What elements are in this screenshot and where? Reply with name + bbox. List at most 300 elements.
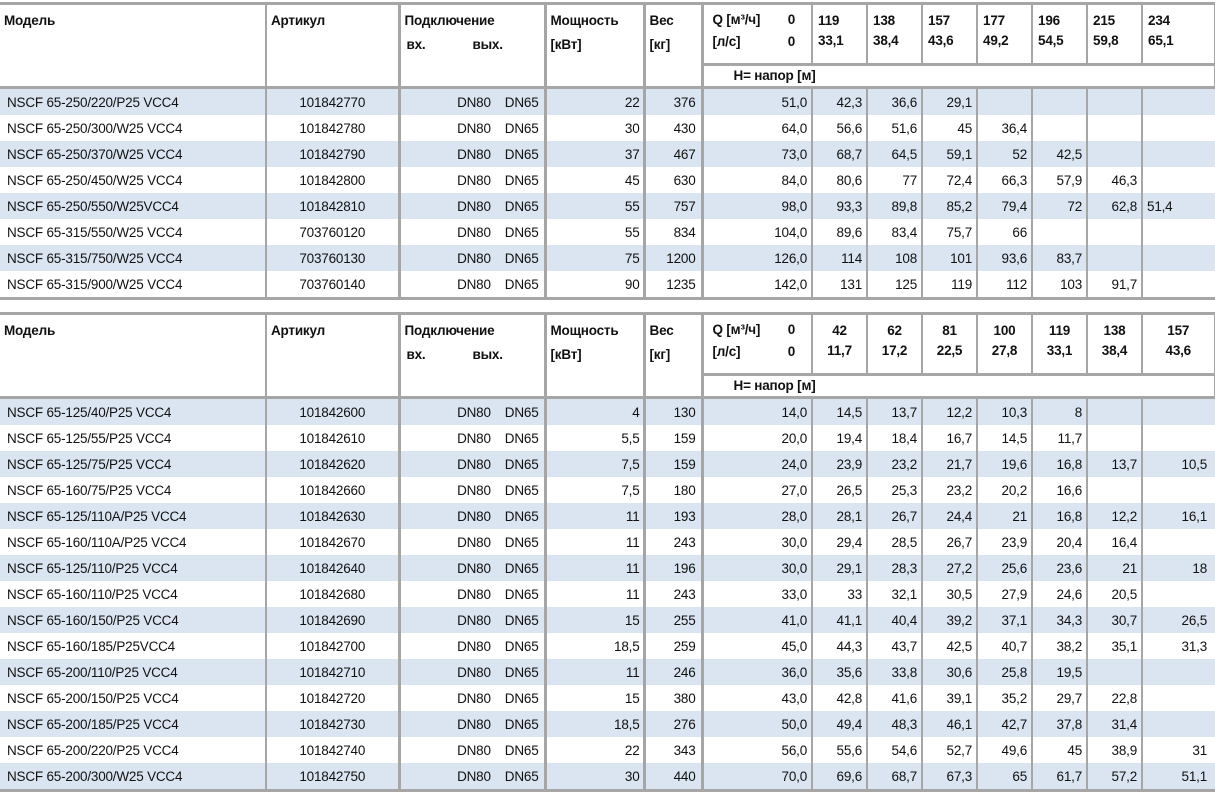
connection-cell xyxy=(399,763,545,791)
head-cell: 25,8 xyxy=(977,659,1032,685)
head-cell-zero: 33,0 xyxy=(702,581,812,607)
connection-cell xyxy=(399,685,545,711)
head-cell: 56,6 xyxy=(812,115,867,141)
header-row xyxy=(0,4,1215,65)
head-cell: 72 xyxy=(1032,193,1087,219)
inlet-label: вх. xyxy=(406,347,426,362)
head-cell: 54,6 xyxy=(867,737,922,763)
outlet-value: DN65 xyxy=(504,690,539,706)
head-cell: 34,3 xyxy=(1032,607,1087,633)
inlet-value: DN80 xyxy=(457,612,491,628)
outlet-label: вых. xyxy=(472,347,503,362)
article-cell: 101842770 xyxy=(266,88,399,116)
article-cell: 101842640 xyxy=(266,555,399,581)
power-cell: 22 xyxy=(545,88,644,116)
head-cell xyxy=(1087,219,1142,245)
power-unit-label: [кВт] xyxy=(550,347,582,362)
header-row xyxy=(0,314,1215,375)
flow-ls-value: 27,8 xyxy=(991,343,1018,358)
head-cell xyxy=(977,88,1032,116)
column-header-weight xyxy=(644,314,702,398)
head-cell: 67,3 xyxy=(922,763,977,791)
table-row xyxy=(0,477,1215,503)
flow-ls-value: 43,6 xyxy=(928,33,954,48)
article-cell: 101842730 xyxy=(266,711,399,737)
flow-ls-value: 22,5 xyxy=(936,343,963,358)
weight-cell: 1235 xyxy=(644,271,702,299)
flow-unit-ls: [л/с] xyxy=(712,34,741,49)
article-cell: 101842810 xyxy=(266,193,399,219)
head-cell xyxy=(1142,219,1215,245)
connection-cell xyxy=(399,141,545,167)
flow-zero-ls: 0 xyxy=(787,344,796,359)
head-cell-zero: 84,0 xyxy=(702,167,812,193)
flow-header-col xyxy=(1087,314,1142,375)
outlet-value: DN65 xyxy=(504,560,539,576)
weight-cell: 159 xyxy=(644,451,702,477)
head-cell: 18 xyxy=(1192,560,1208,576)
connection-cell xyxy=(399,581,545,607)
head-cell xyxy=(1087,88,1142,116)
inlet-value: DN80 xyxy=(457,508,491,524)
connection-cell xyxy=(399,451,545,477)
flow-ls-value: 33,1 xyxy=(818,33,844,48)
flow-m3h-value: 138 xyxy=(873,13,895,28)
head-cell: 25,3 xyxy=(867,477,922,503)
head-cell: 80,6 xyxy=(812,167,867,193)
inlet-value: DN80 xyxy=(457,198,491,214)
article-cell: 101842680 xyxy=(266,581,399,607)
flow-header-col xyxy=(977,4,1032,65)
head-cell xyxy=(1142,88,1215,116)
head-cell: 16,1 xyxy=(1181,508,1208,524)
inlet-value: DN80 xyxy=(457,482,491,498)
connection-values xyxy=(405,225,540,240)
outlet-value: DN65 xyxy=(504,172,539,188)
table-row xyxy=(0,659,1215,685)
head-cell: 59,1 xyxy=(922,141,977,167)
column-header-connection xyxy=(399,4,545,88)
power-label: Мощность xyxy=(550,323,619,338)
model-cell: NSCF 65-250/550/W25VCC4 xyxy=(0,193,266,219)
inlet-value: DN80 xyxy=(457,690,491,706)
connection-values xyxy=(405,405,540,420)
head-cell: 57,9 xyxy=(1032,167,1087,193)
article-cell: 703760130 xyxy=(266,245,399,271)
head-cell: 62,8 xyxy=(1087,193,1142,219)
table-row xyxy=(0,503,1215,529)
model-cell: NSCF 65-160/110A/P25 VCC4 xyxy=(0,529,266,555)
head-cell xyxy=(1087,425,1142,451)
inlet-value: DN80 xyxy=(457,430,491,446)
power-cell: 18,5 xyxy=(545,633,644,659)
model-cell: NSCF 65-200/300/W25 VCC4 xyxy=(0,763,266,791)
head-cell: 38,2 xyxy=(1032,633,1087,659)
head-cell xyxy=(1142,581,1215,607)
power-cell: 90 xyxy=(545,271,644,299)
head-cell: 35,2 xyxy=(977,685,1032,711)
head-cell: 13,7 xyxy=(867,398,922,426)
head-cell: 37,8 xyxy=(1032,711,1087,737)
table-row xyxy=(0,193,1215,219)
outlet-value: DN65 xyxy=(504,664,539,680)
head-cell: 32,1 xyxy=(867,581,922,607)
article-cell: 101842630 xyxy=(266,503,399,529)
head-cell: 49,4 xyxy=(812,711,867,737)
head-cell: 125 xyxy=(867,271,922,299)
head-cell: 57,2 xyxy=(1087,763,1142,791)
inlet-value: DN80 xyxy=(457,94,491,110)
head-cell: 21 xyxy=(1087,555,1142,581)
flow-zero-ls: 0 xyxy=(787,34,796,49)
head-cell-zero: 28,0 xyxy=(702,503,812,529)
head-cell-zero: 126,0 xyxy=(702,245,812,271)
flow-ls-value: 11,7 xyxy=(827,343,852,358)
head-cell: 27,2 xyxy=(922,555,977,581)
head-cell: 23,9 xyxy=(812,451,867,477)
head-cell: 51,4 xyxy=(1147,198,1173,214)
power-cell: 55 xyxy=(545,219,644,245)
flow-m3h-value: 81 xyxy=(942,323,957,338)
power-cell: 30 xyxy=(545,763,644,791)
outlet-value: DN65 xyxy=(504,430,539,446)
head-cell: 75,7 xyxy=(922,219,977,245)
connection-cell xyxy=(399,633,545,659)
head-cell: 24,4 xyxy=(922,503,977,529)
head-cell: 48,3 xyxy=(867,711,922,737)
head-cell: 23,9 xyxy=(977,529,1032,555)
inlet-label: вх. xyxy=(406,37,426,52)
power-label: Мощность xyxy=(550,13,619,28)
head-cell-zero: 104,0 xyxy=(702,219,812,245)
head-cell xyxy=(1032,219,1087,245)
head-cell xyxy=(1142,141,1215,167)
model-cell: NSCF 65-125/110/P25 VCC4 xyxy=(0,555,266,581)
head-cell: 40,7 xyxy=(977,633,1032,659)
head-cell: 85,2 xyxy=(922,193,977,219)
flow-header-col xyxy=(1032,314,1087,375)
head-cell-zero: 70,0 xyxy=(702,763,812,791)
head-cell: 38,9 xyxy=(1087,737,1142,763)
column-header-model: Модель xyxy=(0,4,266,88)
head-cell xyxy=(1142,271,1215,299)
head-cell: 14,5 xyxy=(812,398,867,426)
head-cell-zero: 30,0 xyxy=(702,555,812,581)
head-cell-zero: 14,0 xyxy=(702,398,812,426)
head-cell: 39,1 xyxy=(922,685,977,711)
article-cell: 101842750 xyxy=(266,763,399,791)
head-cell: 22,8 xyxy=(1087,685,1142,711)
flow-header-col xyxy=(867,4,922,65)
article-cell: 101842780 xyxy=(266,115,399,141)
head-cell xyxy=(1142,711,1215,737)
table-row xyxy=(0,219,1215,245)
weight-cell: 467 xyxy=(644,141,702,167)
flow-m3h-value: 100 xyxy=(993,323,1016,338)
head-cell: 119 xyxy=(922,271,977,299)
head-cell: 20,2 xyxy=(977,477,1032,503)
connection-values xyxy=(405,95,540,110)
head-cell: 89,8 xyxy=(867,193,922,219)
flow-header-col xyxy=(867,314,922,375)
power-cell: 55 xyxy=(545,193,644,219)
head-cell: 114 xyxy=(812,245,867,271)
flow-m3h-value: 234 xyxy=(1148,13,1170,28)
article-cell: 703760140 xyxy=(266,271,399,299)
head-cell-zero: 51,0 xyxy=(702,88,812,116)
head-cell: 23,2 xyxy=(922,477,977,503)
model-cell: NSCF 65-250/300/W25 VCC4 xyxy=(0,115,266,141)
flow-unit-row-1 xyxy=(708,319,808,341)
connection-cell xyxy=(399,659,545,685)
inlet-value: DN80 xyxy=(457,586,491,602)
outlet-value: DN65 xyxy=(504,638,539,654)
connection-cell xyxy=(399,167,545,193)
weight-unit-label: [кг] xyxy=(649,37,671,52)
column-header-model: Модель xyxy=(0,314,266,398)
flow-m3h-value: 119 xyxy=(818,13,840,28)
article-cell: 101842790 xyxy=(266,141,399,167)
model-cell: NSCF 65-125/40/P25 VCC4 xyxy=(0,398,266,426)
head-cell: 31 xyxy=(1192,742,1208,758)
connection-values xyxy=(405,613,540,628)
connection-cell xyxy=(399,503,545,529)
model-cell: NSCF 65-160/150/P25 VCC4 xyxy=(0,607,266,633)
outlet-value: DN65 xyxy=(504,508,539,524)
model-cell: NSCF 65-160/110/P25 VCC4 xyxy=(0,581,266,607)
inlet-value: DN80 xyxy=(457,172,491,188)
head-cell: 14,5 xyxy=(977,425,1032,451)
article-cell: 101842720 xyxy=(266,685,399,711)
head-cell: 39,2 xyxy=(922,607,977,633)
head-cell: 24,6 xyxy=(1032,581,1087,607)
head-cell-zero: 36,0 xyxy=(702,659,812,685)
model-cell: NSCF 65-250/220/P25 VCC4 xyxy=(0,88,266,116)
head-cell: 112 xyxy=(977,271,1032,299)
head-cell: 45 xyxy=(922,115,977,141)
head-cell: 28,1 xyxy=(812,503,867,529)
head-cell: 51,6 xyxy=(867,115,922,141)
flow-header-zero xyxy=(702,4,812,65)
head-cell: 64,5 xyxy=(867,141,922,167)
head-cell: 19,6 xyxy=(977,451,1032,477)
table-row xyxy=(0,271,1215,299)
model-cell: NSCF 65-160/75/P25 VCC4 xyxy=(0,477,266,503)
article-cell: 101842610 xyxy=(266,425,399,451)
flow-m3h-value: 119 xyxy=(1048,323,1071,338)
head-cell: 69,6 xyxy=(812,763,867,791)
flow-unit-m3h: Q [м³/ч] xyxy=(712,12,761,27)
head-cell-zero: 73,0 xyxy=(702,141,812,167)
power-cell: 45 xyxy=(545,167,644,193)
head-cell: 101 xyxy=(922,245,977,271)
head-cell: 30,7 xyxy=(1087,607,1142,633)
outlet-value: DN65 xyxy=(504,404,539,420)
connection-values xyxy=(405,457,540,472)
inlet-value: DN80 xyxy=(457,456,491,472)
inlet-value: DN80 xyxy=(457,664,491,680)
outlet-value: DN65 xyxy=(504,716,539,732)
article-cell: 101842740 xyxy=(266,737,399,763)
head-cell: 52,7 xyxy=(922,737,977,763)
head-cell xyxy=(1087,141,1142,167)
model-cell: NSCF 65-200/185/P25 VCC4 xyxy=(0,711,266,737)
head-cell: 66 xyxy=(977,219,1032,245)
head-cell-zero: 27,0 xyxy=(702,477,812,503)
outlet-value: DN65 xyxy=(504,534,539,550)
article-cell: 703760120 xyxy=(266,219,399,245)
head-cell: 36,6 xyxy=(867,88,922,116)
model-cell: NSCF 65-315/900/W25 VCC4 xyxy=(0,271,266,299)
inlet-value: DN80 xyxy=(457,560,491,576)
connection-values xyxy=(405,147,540,162)
connection-cell xyxy=(399,529,545,555)
flow-m3h-value: 157 xyxy=(1167,323,1190,338)
flow-zero-m3h: 0 xyxy=(787,12,796,27)
power-cell: 4 xyxy=(545,398,644,426)
head-cell: 66,3 xyxy=(977,167,1032,193)
flow-header-col xyxy=(977,314,1032,375)
head-cell: 25,6 xyxy=(977,555,1032,581)
model-cell: NSCF 65-250/370/W25 VCC4 xyxy=(0,141,266,167)
connection-values xyxy=(405,743,540,758)
weight-cell: 757 xyxy=(644,193,702,219)
weight-cell: 630 xyxy=(644,167,702,193)
weight-cell: 259 xyxy=(644,633,702,659)
table-row xyxy=(0,451,1215,477)
connection-values xyxy=(405,665,540,680)
power-cell: 5,5 xyxy=(545,425,644,451)
flow-header-col xyxy=(922,4,977,65)
power-cell: 7,5 xyxy=(545,451,644,477)
head-cell-zero: 24,0 xyxy=(702,451,812,477)
head-cell xyxy=(1142,398,1215,426)
power-cell: 11 xyxy=(545,555,644,581)
head-cell: 52 xyxy=(977,141,1032,167)
table-row xyxy=(0,88,1215,116)
power-cell: 15 xyxy=(545,607,644,633)
head-cell: 42,7 xyxy=(977,711,1032,737)
connection-values xyxy=(405,509,540,524)
model-cell: NSCF 65-125/55/P25 VCC4 xyxy=(0,425,266,451)
connection-cell xyxy=(399,737,545,763)
outlet-value: DN65 xyxy=(504,742,539,758)
power-cell: 11 xyxy=(545,659,644,685)
weight-cell: 380 xyxy=(644,685,702,711)
table-row xyxy=(0,115,1215,141)
head-cell xyxy=(1142,529,1215,555)
inlet-value: DN80 xyxy=(457,716,491,732)
weight-cell: 159 xyxy=(644,425,702,451)
head-cell: 51,1 xyxy=(1181,768,1208,784)
model-cell: NSCF 65-315/750/W25 VCC4 xyxy=(0,245,266,271)
power-cell: 15 xyxy=(545,685,644,711)
flow-header-col xyxy=(922,314,977,375)
head-cell: 83,4 xyxy=(867,219,922,245)
inlet-value: DN80 xyxy=(457,224,491,240)
model-cell: NSCF 65-315/550/W25 VCC4 xyxy=(0,219,266,245)
model-cell: NSCF 65-125/75/P25 VCC4 xyxy=(0,451,266,477)
power-cell: 7,5 xyxy=(545,477,644,503)
head-cell: 103 xyxy=(1032,271,1087,299)
connection-cell xyxy=(399,245,545,271)
head-cell: 42,3 xyxy=(812,88,867,116)
head-cell-zero: 142,0 xyxy=(702,271,812,299)
column-header-weight xyxy=(644,4,702,88)
column-header-article: Артикул xyxy=(266,314,399,398)
weight-cell: 834 xyxy=(644,219,702,245)
flow-ls-value: 38,4 xyxy=(1101,343,1128,358)
flow-m3h-value: 157 xyxy=(928,13,950,28)
outlet-value: DN65 xyxy=(504,198,539,214)
head-cell: 61,7 xyxy=(1032,763,1087,791)
column-header-connection xyxy=(399,314,545,398)
weight-cell: 193 xyxy=(644,503,702,529)
head-cell xyxy=(1032,115,1087,141)
head-cell: 33,8 xyxy=(867,659,922,685)
connection-cell xyxy=(399,425,545,451)
head-cell: 10,3 xyxy=(977,398,1032,426)
flow-m3h-value: 42 xyxy=(832,323,847,338)
head-cell xyxy=(1142,115,1215,141)
head-cell: 45 xyxy=(1032,737,1087,763)
power-unit-label: [кВт] xyxy=(550,37,582,52)
head-cell: 16,7 xyxy=(922,425,977,451)
weight-label: Вес xyxy=(649,323,674,338)
head-cell: 13,7 xyxy=(1087,451,1142,477)
article-cell: 101842670 xyxy=(266,529,399,555)
outlet-value: DN65 xyxy=(504,612,539,628)
head-cell: 19,5 xyxy=(1032,659,1087,685)
article-cell: 101842600 xyxy=(266,398,399,426)
head-cell xyxy=(1087,245,1142,271)
flow-header-col xyxy=(812,4,867,65)
power-cell: 18,5 xyxy=(545,711,644,737)
connection-cell xyxy=(399,219,545,245)
connection-cell xyxy=(399,88,545,116)
head-cell: 91,7 xyxy=(1087,271,1142,299)
model-cell: NSCF 65-125/110A/P25 VCC4 xyxy=(0,503,266,529)
table-row xyxy=(0,245,1215,271)
head-cell xyxy=(1142,167,1215,193)
inlet-value: DN80 xyxy=(457,250,491,266)
weight-cell: 130 xyxy=(644,398,702,426)
head-cell-zero: 41,0 xyxy=(702,607,812,633)
inlet-value: DN80 xyxy=(457,768,491,784)
outlet-value: DN65 xyxy=(504,146,539,162)
flow-ls-value: 59,8 xyxy=(1093,33,1119,48)
head-cell-zero: 43,0 xyxy=(702,685,812,711)
head-cell: 26,7 xyxy=(867,503,922,529)
head-cell: 30,6 xyxy=(922,659,977,685)
head-cell: 29,4 xyxy=(812,529,867,555)
table-row xyxy=(0,763,1215,791)
head-cell: 49,6 xyxy=(977,737,1032,763)
head-cell: 16,8 xyxy=(1032,451,1087,477)
inlet-value: DN80 xyxy=(457,742,491,758)
head-cell: 20,4 xyxy=(1032,529,1087,555)
head-cell: 21 xyxy=(977,503,1032,529)
article-cell: 101842660 xyxy=(266,477,399,503)
connection-cell xyxy=(399,193,545,219)
outlet-value: DN65 xyxy=(504,456,539,472)
head-cell: 26,5 xyxy=(812,477,867,503)
flow-ls-value: 43,6 xyxy=(1165,343,1191,358)
power-cell: 11 xyxy=(545,529,644,555)
model-cell: NSCF 65-200/150/P25 VCC4 xyxy=(0,685,266,711)
head-cell-zero: 56,0 xyxy=(702,737,812,763)
connection-cell xyxy=(399,398,545,426)
